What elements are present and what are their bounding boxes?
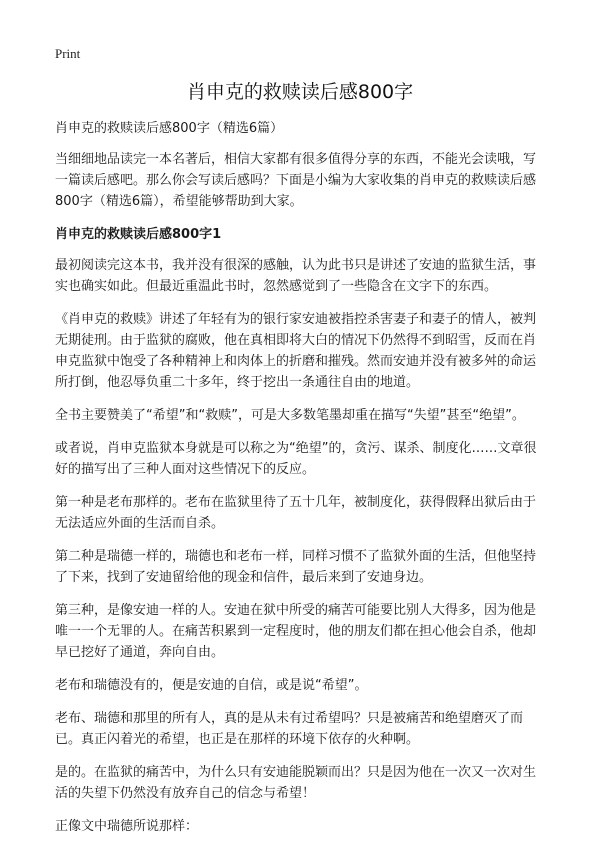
print-link[interactable]: Print: [55, 46, 81, 61]
page-title: 肖申克的救赎读后感800字: [186, 81, 414, 103]
paragraph: 老布和瑞德没有的，便是安迪的自信，或是说“希望”。: [55, 678, 368, 693]
article-subtitle: 肖申克的救赎读后感800字（精选6篇）: [55, 121, 284, 136]
intro-paragraph: 当细细地品读完一本名著后，相信大家都有很多值得分享的东西，不能光会读哦，写一篇读后感吧。那么你会写读后感吗？下面是小编为大家收集的肖申克的救赎读后感800字（精选6篇），希望能够帮助到大家。: [55, 152, 537, 209]
paragraph: 第三种，是像安迪一样的人。安迪在狱中所受的痛苦可能要比别人大得多，因为他是唯一一个无罪的人。在痛苦积累到一定程度时，他的朋友们都在担心他会自杀，他却早已挖好了通道，奔向自由。: [55, 603, 537, 660]
paragraph: 最初阅读完这本书，我并没有很深的感触，认为此书只是讲述了安迪的监狱生活，事实也确实如此。但最近重温此书时，忽然感觉到了一些隐含在文字下的东西。: [55, 258, 537, 294]
paragraph: 第二种是瑞德一样的，瑞德也和老布一样，同样习惯不了监狱外面的生活，但他坚持了下来，找到了安迪留给他的现金和信件，最后来到了安迪身边。: [55, 549, 537, 585]
paragraph: 《肖申克的救赎》讲述了年轻有为的银行家安迪被指控杀害妻子和妻子的情人，被判无期徒刑。由于监狱的腐败，他在真相即将大白的情况下仍然得不到昭雪，反而在肖申克监狱中饱受了各种精神上和肉体上的折磨和摧残。然而安迪并没有被多舛的命运所打倒，他忍辱负重二十多年，终于挖出一条通往自由的地道。: [55, 312, 537, 390]
article-body: [55, 118, 545, 849]
paragraph: 第一种是老布那样的。老布在监狱里待了五十几年，被制度化，获得假释出狱后由于无法适应外面的生活而自杀。: [55, 495, 537, 531]
section-heading: 肖申克的救赎读后感800字1: [55, 227, 222, 242]
paragraph: 正像文中瑞德所说那样：: [55, 819, 199, 834]
paragraph: 是的。在监狱的痛苦中，为什么只有安迪能脱颖而出？只是因为他在一次又一次对生活的失望下仍然没有放弃自己的信念与希望！: [55, 765, 537, 801]
paragraph: 全书主要赞美了“希望”和“救赎”，可是大多数笔墨却重在描写“失望”甚至“绝望”。: [55, 408, 525, 423]
paragraph: 老布、瑞德和那里的所有人，真的是从未有过希望吗？只是被痛苦和绝望磨灭了而已。真正闪着光的希望，也正是在那样的环境下依存的火种啊。: [55, 711, 524, 747]
paragraph: 或者说，肖申克监狱本身就是可以称之为“绝望”的，贪污、谋杀、制度化……文章很好的描写出了三种人面对这些情况下的反应。: [55, 441, 537, 477]
